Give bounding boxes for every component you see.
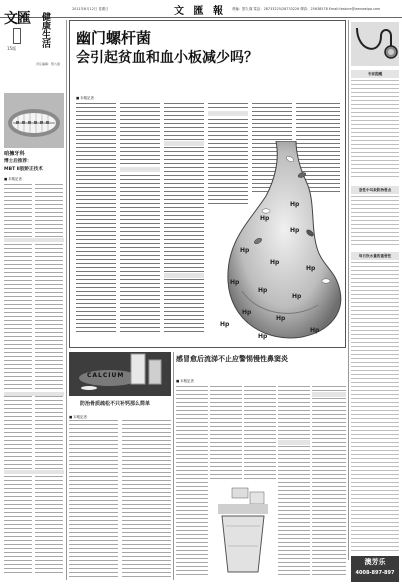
lead-body-col1	[76, 103, 116, 335]
lower-body-col4	[278, 386, 310, 578]
smile-photo	[4, 93, 64, 148]
left-story-body-col2	[35, 184, 63, 576]
lower-subhead-1	[278, 440, 310, 445]
left-story-subheadline-2: MBT Ⅱ胶矫正技术	[4, 167, 43, 172]
lower-left-byline: ■ 本報記者	[69, 415, 87, 419]
lower-byline: ■ 本報記者	[176, 379, 194, 383]
lead-subhead-2	[164, 141, 204, 146]
lead-byline: ■ 本報記者	[76, 96, 94, 100]
right-box2-body	[351, 196, 399, 248]
right-box3-body	[351, 262, 399, 552]
lead-headline-block	[76, 29, 338, 81]
right-box2-title: 急性中耳炎防治要点	[351, 186, 399, 194]
section-name: 健康生活	[40, 12, 50, 48]
calcium-photo	[69, 352, 171, 396]
lower-headline: 感冒愈后流涕不止应警惕慢性鼻窦炎	[176, 355, 288, 363]
cup-illustration	[212, 486, 274, 578]
masthead-paper-name: 文 匯 報	[174, 6, 226, 17]
hp-label-2: Hp	[290, 227, 300, 234]
column-divider-left	[66, 20, 67, 580]
left-story-subhead-bar	[4, 238, 64, 242]
right-box1-body	[351, 80, 399, 180]
section-tab	[4, 8, 32, 46]
lead-subhead-1	[120, 167, 160, 172]
hp-label-7: Hp	[258, 287, 268, 294]
masthead-rule	[0, 17, 402, 18]
masthead-date: 2011年6月12日 星期日	[72, 7, 109, 11]
lead-headline-line2: 会引起贫血和血小板减少吗？	[76, 50, 258, 66]
cup-illustration-box	[212, 486, 274, 578]
section-page-no: 15版	[7, 46, 17, 51]
lead-subhead-3	[164, 273, 204, 278]
ad-banner	[351, 556, 399, 582]
hp-label-8: Hp	[292, 293, 302, 300]
lower-body-col3	[244, 386, 276, 482]
stethoscope-photo	[351, 22, 399, 66]
hp-label-9: Hp	[242, 309, 252, 316]
hp-label-3: Hp	[240, 247, 250, 254]
lower-body-col5	[312, 386, 346, 578]
column-divider-lower	[173, 352, 174, 580]
lower-left-body-col1	[69, 420, 118, 578]
hp-label-11: Hp	[220, 321, 230, 328]
lead-subhead-4	[208, 111, 248, 116]
hp-label-5: Hp	[306, 265, 316, 272]
lower-left-body-col2	[122, 420, 171, 578]
lead-body-col3	[164, 103, 204, 335]
hp-label-12: Hp	[310, 327, 320, 334]
left-story-headline: 咱擁牙科	[4, 151, 25, 157]
lead-story-box	[69, 20, 346, 348]
column-divider-right	[348, 20, 349, 560]
stethoscope-icon	[351, 22, 399, 66]
lower-body-col1	[176, 386, 208, 578]
calcium-label: CALCIUM	[87, 372, 125, 379]
left-story-subheadline: 博士后推荐：	[4, 159, 32, 164]
left-story-subhead-bar-3	[4, 470, 64, 474]
hp-label-4: Hp	[270, 259, 280, 266]
section-editor: 責任編輯：鄧九傑	[36, 62, 61, 66]
lower-left-headline: 防治骨质疏松不只补钙那么简单	[80, 401, 151, 407]
left-story-byline: ■ 本報記者	[4, 177, 22, 181]
hp-label-1: Hp	[260, 215, 270, 222]
ad-phone: 4008-897-897	[355, 570, 395, 576]
masthead-contact: 責編：鄧九傑 電話：28733225/28733226 傳真：25638578 Email:feature@wenweipo.com	[232, 7, 381, 11]
right-box3-title: 每日饮水量的重要性	[351, 252, 399, 260]
ad-name: 澳芳乐	[364, 558, 386, 566]
hp-label-13: Hp	[258, 333, 268, 340]
section-tab-bar	[13, 28, 21, 44]
hp-label-10: Hp	[276, 315, 286, 322]
lead-body-col2	[120, 103, 160, 335]
hp-label-6: Hp	[230, 279, 240, 286]
smile-illustration	[4, 93, 64, 148]
left-story-body-col1	[4, 184, 32, 576]
lower-subhead-2	[312, 392, 346, 397]
left-story-subhead-bar-2	[4, 392, 64, 396]
hp-label-14: Hp	[290, 201, 300, 208]
right-box1-title: 专家提醒	[351, 70, 399, 78]
section-tab-title: 文匯	[4, 11, 30, 27]
lead-headline-line1: 幽门螺杆菌	[76, 29, 152, 47]
lower-body-col2	[210, 386, 242, 482]
